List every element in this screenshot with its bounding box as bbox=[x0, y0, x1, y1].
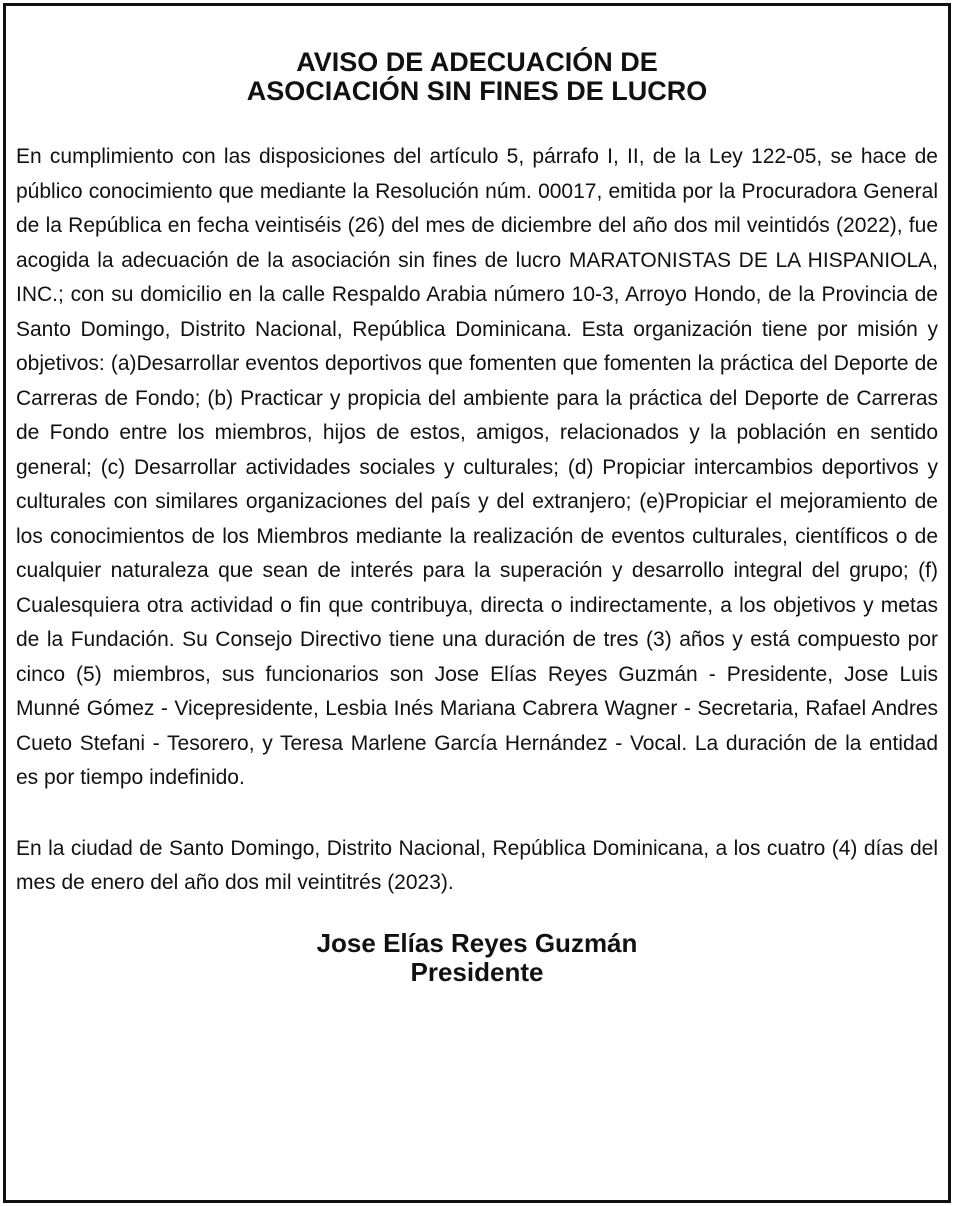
notice-closing-paragraph: En la ciudad de Santo Domingo, Distrito Nacional, República Dominicana, a los cuatro (4) días del mes de enero del año dos mil veintitrés (2023). bbox=[16, 836, 938, 894]
notice-body-paragraph: En cumplimiento con las disposiciones del artículo 5, párrafo I, II, de la Ley 122-05, se hace de público conocimiento que mediante la Resolución núm. 00017, emitida por la Procuradora General de la República en fecha veintiséis (26) del mes de diciembre del año dos mil veintidós (2022), fue acogida la adecuación de la asociación sin fines de lucro MARATONISTAS DE LA HISPANIOLA, INC.; con su domicilio en la calle Respaldo Arabia número 10-3, Arroyo Hondo, de la Provincia de Santo Domingo, Distrito Nacional, República Dominicana. Esta organización tiene por misión y objetivos: (a)Desarrollar eventos deportivos que fomenten que fomenten la práctica del Deporte de Carreras de Fondo; (b) Practicar y propicia del ambiente para la práctica del Deporte de Carreras de Fondo entre los miembros, hijos de estos, amigos, relacionados y la población en sentido general; (c) Desarrollar actividades sociales y culturales; (d) Propiciar intercambios deportivos y culturales con similares organizaciones del país y del extranjero; (e)Propiciar el mejoramiento de los conocimientos de los Miembros mediante la realización de eventos culturales, científicos o de cualquier naturaleza que sean de interés para la superación y desarrollo integral del grupo; (f) Cualesquiera otra actividad o fin que contribuya, directa o indirectamente, a los objetivos y metas de la Fundación. Su Consejo Directivo tiene una duración de tres (3) años y está compuesto por cinco (5) miembros, sus funcionarios son Jose Elías Reyes Guzmán - Presidente, Jose Luis Munné Gómez - Vicepresidente, Lesbia Inés Mariana Cabrera Wagner - Secretaria, Rafael Andres Cueto Stefani - Tesorero, y Teresa Marlene García Hernández - Vocal. La duración de la entidad es por tiempo indefinido. bbox=[16, 145, 938, 789]
notice-content bbox=[16, 48, 938, 987]
notice-title-line-1: AVISO DE ADECUACIÓN DE bbox=[296, 47, 658, 77]
signature-title: Presidente bbox=[410, 956, 544, 987]
signature-name: Jose Elías Reyes Guzmán bbox=[316, 927, 638, 958]
signature-block bbox=[16, 929, 938, 987]
notice-title-line-2: ASOCIACIÓN SIN FINES DE LUCRO bbox=[246, 76, 708, 106]
notice-title bbox=[16, 48, 938, 106]
